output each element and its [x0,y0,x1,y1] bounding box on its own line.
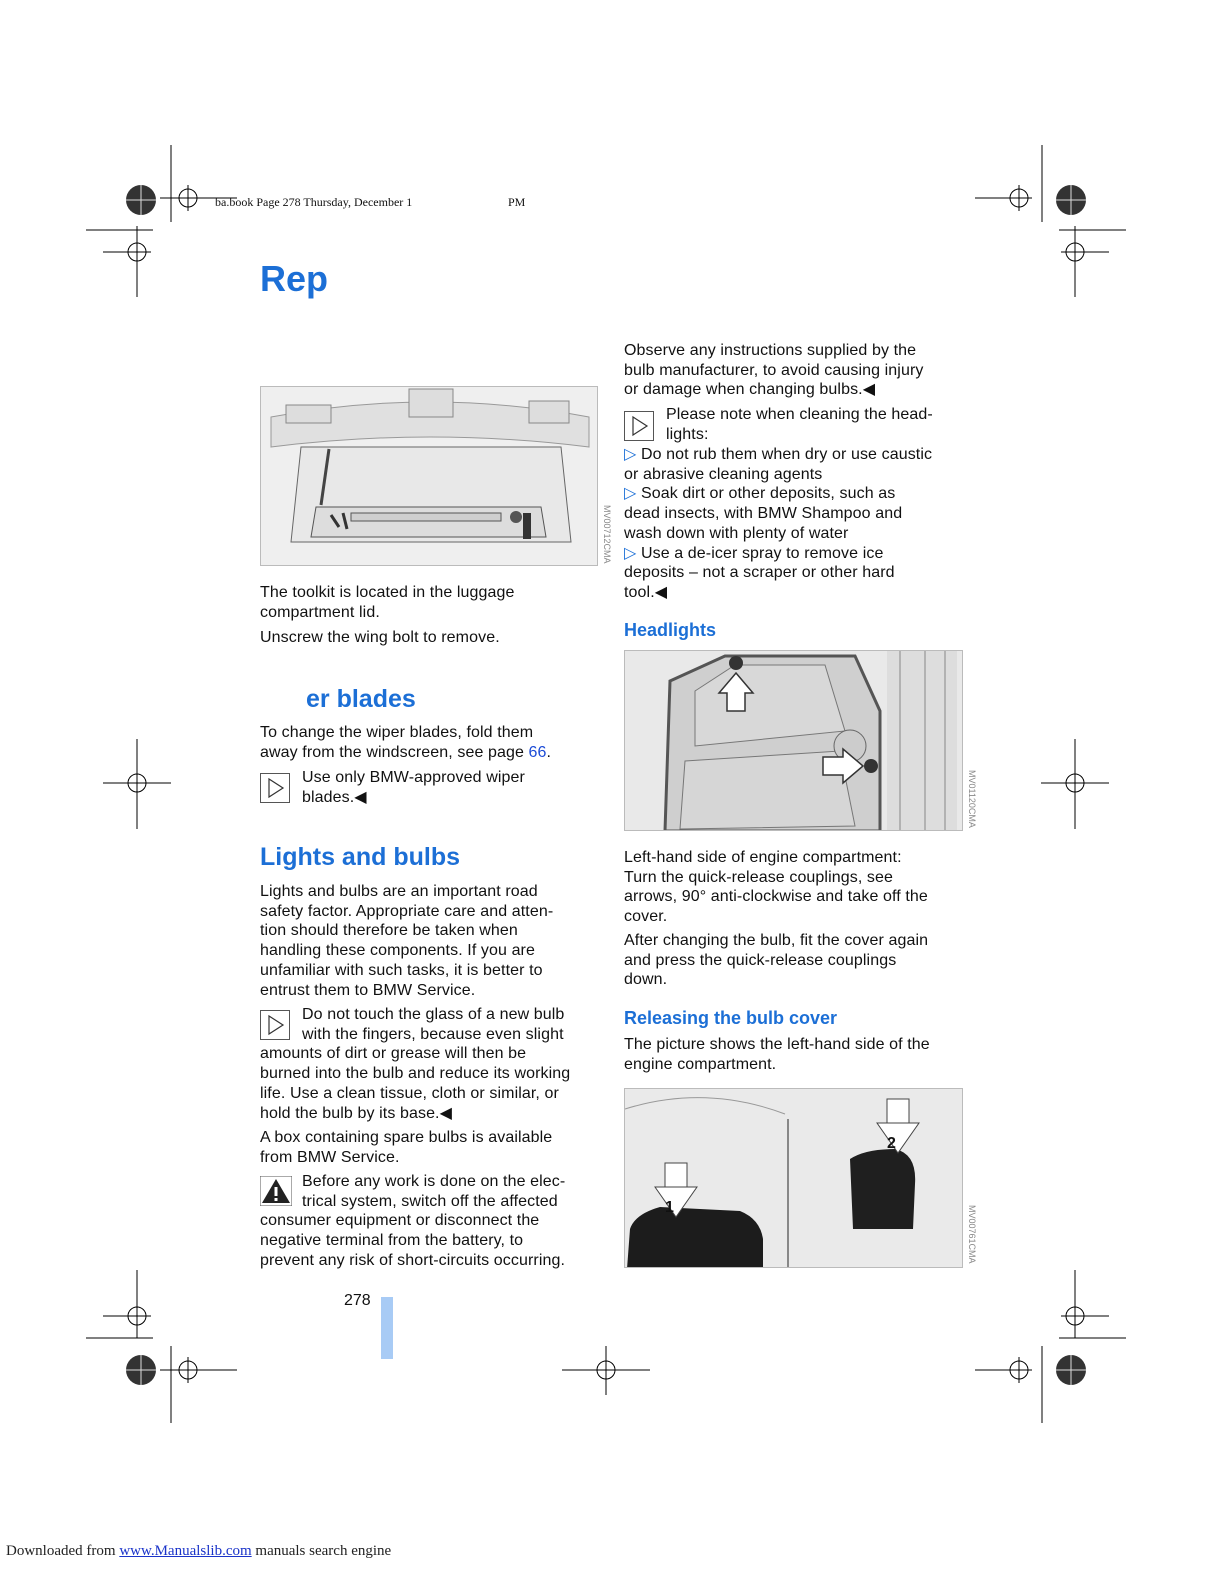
page-66-link[interactable]: 66 [528,743,547,761]
text-line: blades.◀ [302,788,367,806]
text-line: Before any work is done on the elec- [302,1173,566,1190]
headlights-paragraph-1 [624,848,928,927]
text-line: deposits – not a scraper or other hard [624,564,895,582]
download-footer [6,1543,391,1560]
header-time-note: PM [508,195,526,209]
text-line: Soak dirt or other deposits, such as [640,485,896,503]
bulb-cover-illustration [625,1089,963,1268]
text-line: tool.◀ [624,583,668,601]
text-line: prevent any risk of short-circuits occurring. [260,1251,566,1269]
text-line: Lights and bulbs are an important road [260,883,538,900]
text-line: down. [624,971,668,989]
bullet-arrow-icon: ▷ [624,485,637,503]
toolkit-figure-id: MV00712CMA [602,505,612,564]
text-line: burned into the bulb and reduce its working [260,1065,571,1083]
text-line: hold the bulb by its base.◀ [260,1104,453,1122]
text-line: After changing the bulb, fit the cover again [624,932,929,949]
text-fragment: away from the windscreen, see page [260,743,529,761]
list-item [624,445,932,465]
releasing-bulb-cover-heading: Releasing the bulb cover [624,1008,838,1028]
text-line: bulb manufacturer, to avoid causing injury [624,361,924,379]
text-line: or damage when changing bulbs.◀ [624,381,876,399]
bullet-arrow-icon: ▷ [624,544,637,562]
headlights-heading: Headlights [624,620,717,640]
text-line: wash down with plenty of water [624,524,849,542]
page-title: Rep [260,258,329,299]
book-header-note: ba.book Page 278 Thursday, December 1 [215,195,413,209]
text-line: Observe any instructions supplied by the [624,342,917,359]
list-item [624,544,932,564]
text-line: life. Use a clean tissue, cloth or similar, or [260,1084,559,1102]
releasing-paragraph [624,1035,930,1074]
lights-and-bulbs-heading: Lights and bulbs [260,843,460,871]
manualslib-link[interactable]: www.Manualslib.com [119,1543,252,1559]
bulb-cover-figure-id: MV00761CMA [967,1205,977,1264]
text-fragment: . [546,743,552,761]
text-line: cover. [624,908,668,926]
text-line: arrows, 90° anti-clockwise and take off the [624,888,928,906]
text-line: Use only BMW-approved wiper [302,769,525,786]
text-line: The toolkit is located in the luggage [260,584,515,601]
text-line: and press the quick-release couplings [624,951,897,969]
footer-text: manuals search engine [251,1543,392,1559]
glass-note [260,1005,570,1123]
text-line [260,743,551,763]
cleaning-note [666,405,933,444]
bullet-arrow-icon: ▷ [624,446,637,463]
headlights-paragraph-2 [624,931,928,990]
lights-paragraph [260,882,553,1000]
text-line: trical system, switch off the affected [302,1192,558,1210]
spare-bulbs-paragraph [260,1128,552,1167]
headlights-figure [624,650,963,831]
headlights-illustration [625,651,963,831]
text-line: entrust them to BMW Service. [260,981,476,999]
text-line: from BMW Service. [260,1148,400,1166]
text-line: compartment lid. [260,603,380,621]
note-icon [624,411,654,441]
toolkit-figure [260,386,598,566]
text-line: handling these components. If you are [260,942,535,960]
text-line: safety factor. Appropriate care and atten- [260,902,554,920]
wiper-paragraph [260,723,551,762]
callout-2-label: 2 [887,1135,896,1152]
text-line: To change the wiper blades, fold them [260,724,534,741]
wiper-note [302,768,525,807]
text-line: with the fingers, because even slight [302,1025,564,1043]
text-line: Do not rub them when dry or use caustic [640,446,933,463]
text-line: unfamiliar with such tasks, it is better to [260,961,543,979]
text-line: lights: [666,425,709,443]
headlights-figure-id: MV01120CMA [967,770,977,828]
cleaning-bullet-list [624,445,932,603]
text-line: Turn the quick-release couplings, see [624,868,894,886]
wing-bolt-paragraph: Unscrew the wing bolt to remove. [260,629,500,646]
bulb-cover-figure [624,1088,963,1268]
observe-paragraph [624,341,923,400]
text-line: amounts of dirt or grease will then be [260,1045,527,1063]
text-line: engine compartment. [624,1055,777,1073]
text-line: or abrasive cleaning agents [624,465,823,483]
text-line: Please note when cleaning the head- [666,406,933,423]
text-line: The picture shows the left-hand side of the [624,1036,930,1053]
toolkit-illustration [261,387,598,566]
note-icon [260,773,290,803]
text-line: consumer equipment or disconnect the [260,1212,540,1230]
list-item [624,484,932,504]
page-number: 278 [344,1292,371,1309]
page-tab-marker [381,1297,393,1359]
text-line: dead insects, with BMW Shampoo and [624,505,903,523]
text-line: negative terminal from the battery, to [260,1232,524,1250]
text-line: tion should therefore be taken when [260,922,518,940]
text-line: Do not touch the glass of a new bulb [302,1006,565,1023]
toolkit-paragraph [260,583,515,622]
text-line: A box containing spare bulbs is available [260,1129,553,1146]
callout-1-label: 1 [665,1199,674,1216]
text-line: Use a de-icer spray to remove ice [640,544,884,562]
text-line: Left-hand side of engine compartment: [624,849,902,866]
warning-note [260,1172,565,1271]
wiper-blades-heading: er blades [306,685,416,713]
footer-text: Downloaded from [6,1543,120,1559]
